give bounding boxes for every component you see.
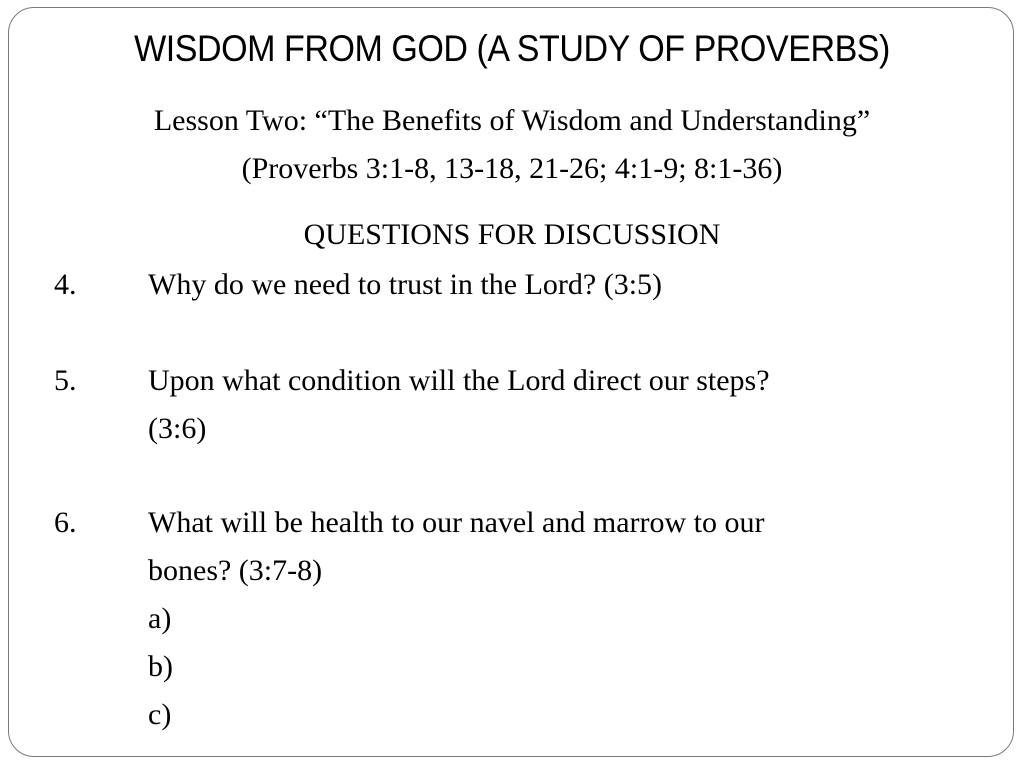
lesson-title: Lesson Two: “The Benefits of Wisdom and Understanding” — [153, 104, 871, 137]
question-4-number: 4. — [54, 268, 77, 301]
answer-item-b: b) — [148, 650, 173, 683]
question-5-number: 5. — [54, 364, 77, 397]
question-6-text-line1: What will be health to our navel and marrow to our — [148, 506, 765, 539]
answer-item-c: c) — [148, 698, 172, 731]
slide-title: WISDOM FROM GOD (A STUDY OF PROVERBS) — [134, 28, 890, 69]
question-6-text-line2: bones? (3:7-8) — [148, 554, 323, 587]
question-6-number: 6. — [54, 506, 77, 539]
lesson-scripture-reference: (Proverbs 3:1-8, 13-18, 21-26; 4:1-9; 8:1-36) — [241, 152, 783, 185]
question-5-text-line1: Upon what condition will the Lord direct our steps? — [148, 364, 770, 397]
questions-heading: QUESTIONS FOR DISCUSSION — [303, 218, 721, 251]
question-5-text-line2: (3:6) — [148, 412, 207, 445]
question-4-text: Why do we need to trust in the Lord? (3:5) — [148, 268, 663, 301]
answer-item-a: a) — [148, 602, 172, 635]
